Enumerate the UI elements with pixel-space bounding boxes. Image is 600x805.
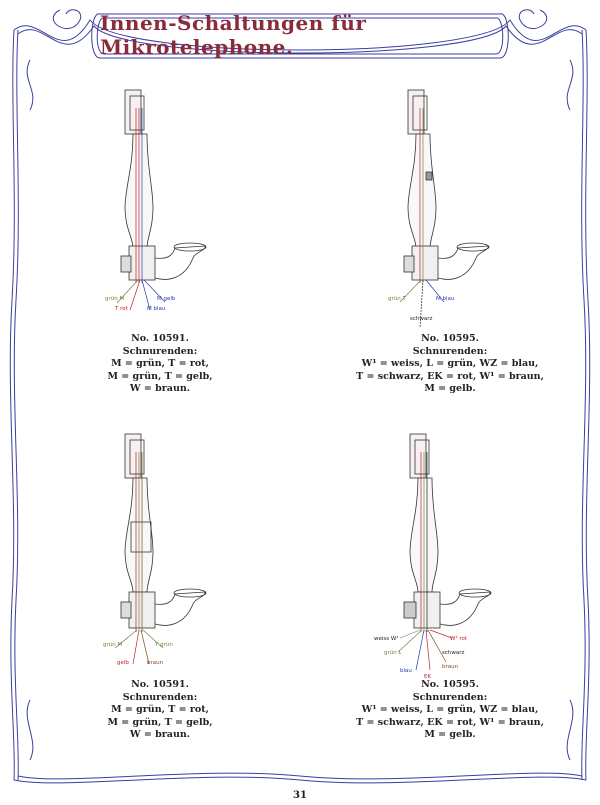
caption-line: M = grün, T = rot, — [111, 358, 209, 369]
wire-label: braun — [147, 660, 164, 666]
caption-line: Schnurenden: — [122, 345, 198, 357]
caption-line: Schnurenden: — [122, 691, 198, 703]
wire-label: grün T — [388, 296, 406, 302]
wire-label: M gelb — [157, 296, 176, 302]
caption-line: W¹ = weiss, L = grün, WZ = blau, — [361, 358, 539, 369]
caption-line: T = schwarz, EK = rot, W¹ = braun, — [356, 370, 544, 382]
page-number: 31 — [293, 790, 307, 801]
figure-4-handset — [370, 432, 520, 682]
caption-line: No. 10591. — [131, 333, 189, 344]
caption-line: M = grün, T = rot, — [111, 704, 209, 715]
caption-line: M = gelb. — [424, 729, 476, 740]
wire-label: W¹ rot — [450, 636, 468, 642]
wire-label: schwarz — [410, 316, 433, 322]
caption-line: W = braun. — [129, 729, 191, 740]
wire-label: braun — [442, 664, 459, 670]
caption-line: T = schwarz, EK = rot, W¹ = braun, — [356, 716, 544, 728]
figure-4-caption — [350, 679, 550, 742]
title-cartouche — [100, 12, 500, 58]
wire-label: T rot — [115, 306, 128, 312]
wire-label: schwarz — [442, 650, 465, 656]
caption-line: W = braun. — [129, 383, 191, 394]
caption-line: No. 10591. — [131, 679, 189, 690]
page-title: Innen-Schaltungen für Mikrotelephone. — [100, 11, 367, 59]
caption-line: No. 10595. — [421, 333, 479, 344]
caption-line: M = gelb. — [424, 383, 476, 394]
wire-label: M blau — [436, 296, 455, 302]
caption-line: M = grün, T = gelb, — [107, 370, 213, 382]
caption-line: Schnurenden: — [412, 345, 488, 357]
wire-label: blau — [400, 668, 412, 674]
wire-label: M blau — [147, 306, 166, 312]
figure-1-caption — [80, 333, 240, 396]
caption-line: M = grün, T = gelb, — [107, 716, 213, 728]
figure-2-handset — [380, 88, 510, 333]
figure-1-handset — [95, 88, 225, 313]
wire-label: weiss W¹ — [374, 636, 399, 642]
wire-label: T grün — [155, 642, 173, 648]
wire-label: gelb — [117, 660, 129, 666]
caption-line: No. 10595. — [421, 679, 479, 690]
wire-label: EK — [424, 674, 432, 680]
figure-3-caption — [80, 679, 240, 742]
wire-label: grün M — [105, 296, 125, 302]
figure-2-caption — [350, 333, 550, 396]
wire-label: grün L — [384, 650, 402, 656]
figure-3-handset — [95, 432, 225, 672]
caption-line: W¹ = weiss, L = grün, WZ = blau, — [361, 704, 539, 715]
wire-label: grün M — [103, 642, 123, 648]
caption-line: Schnurenden: — [412, 691, 488, 703]
